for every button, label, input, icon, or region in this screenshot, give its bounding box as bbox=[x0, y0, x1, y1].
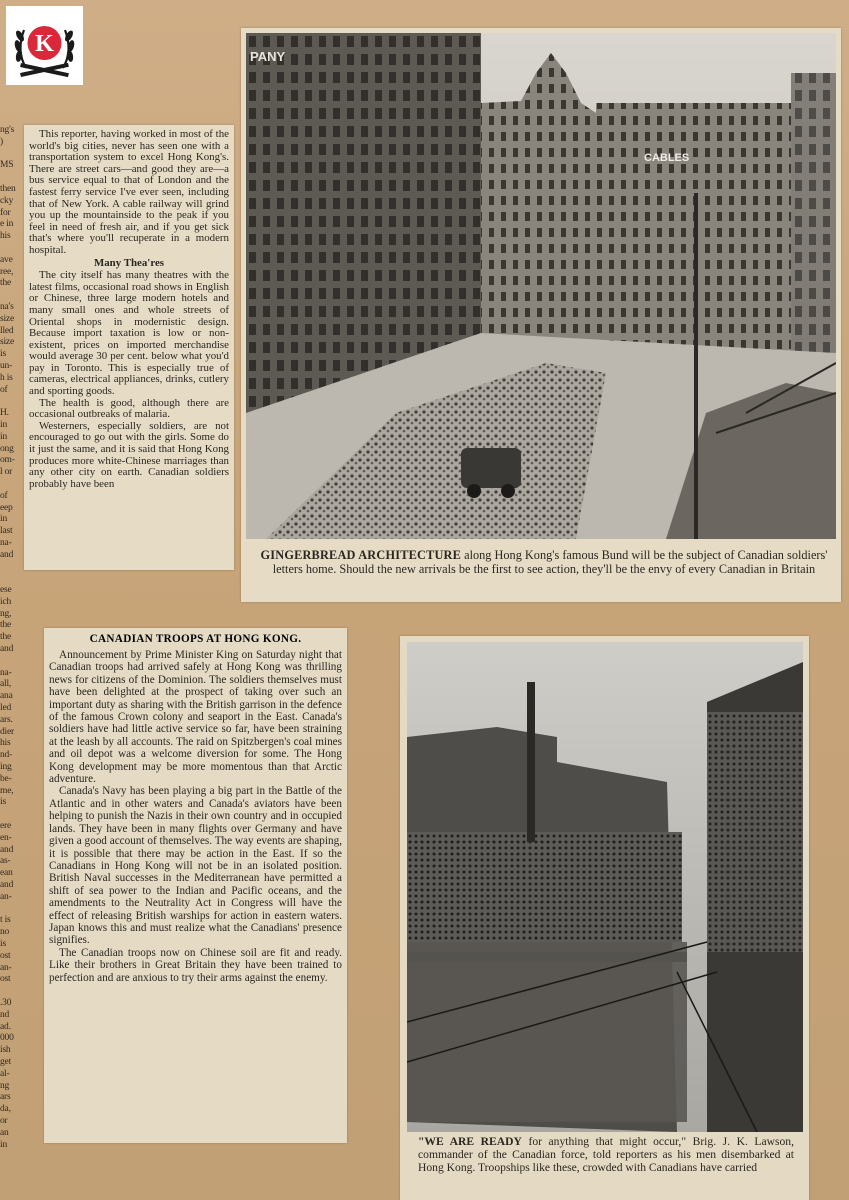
article-paragraph: Westerners, especially soldiers, are not encouraged to go out with the girls. Some do it just the same, and it is said that Hong Kong produces more white-Chinese marriages than any other city on earth. Canadian soldiers probably have been bbox=[29, 419, 229, 490]
photo-caption bbox=[249, 548, 839, 577]
article-paragraph: This reporter, having worked in most of the world's big cities, never has seen one with a transportation system to excel Hong Kong's. There are street cars—and good they are—a bus service equal to that of London and the fastest ferry service I've ever seen, including that of New York. A cable railway will grind you up the mountainside to the peak if you feel in need of fresh air, and if you get sick that's where you'll recuperate in a modern hospital. bbox=[29, 128, 229, 256]
editorial-paragraph: The Canadian troops now on Chinese soil are fit and ready. Like their brothers in Great Britain they have been trained to perfection and are anxious to try their arms against the enemy. bbox=[49, 946, 342, 984]
archive-logo bbox=[6, 6, 83, 85]
svg-text:PANY: PANY bbox=[250, 49, 286, 64]
editorial-paragraph: Canada's Navy has been playing a big part in the Battle of the Atlantic and in other waters and Canada's aviators have been helping to punish the Nazis in their own country and in occupied lands. They have been in many flights over Germany and have given a good account of themselves. The way events are shaping, it is possible that there may be action in the East. If so the Canadians in Hong Kong will not be in an isolated position. British Naval successes in the Mediterranean have permitted a shift of sea power to the Indian and Pacific oceans, and the amendments to the Neutrality Act in Congress will have the effect of releasing British warships for action in eastern waters. Japan knows this and must realize what the Canadians' presence signifies. bbox=[49, 785, 342, 947]
photo-caption bbox=[418, 1135, 794, 1175]
adjacent-column-fragment: ng's ) MS then cky for e in his ave ree, the na's size lled size is un- h is of H. in in ong om- l or of eep in last na- and ese ich ng, the the and na- all, ana led ars. dier his nd- ing be- me, is ere en- and as- ean and an- t is no is ost an- ost .30 nd ad. 000 ish get al- ng ars da, or an in bbox=[0, 125, 16, 1150]
editorial-body bbox=[49, 649, 342, 984]
editorial-title: CANADIAN TROOPS AT HONG KONG. bbox=[89, 633, 302, 645]
article-paragraph: The city itself has many theatres with the latest films, occasional road shows in English or Chinese, three large modern hotels and many small ones and whole streets of Oriental shops in modernistic design. Because import taxation is low or non-existent, prices on imported merchandise would average 30 per cent. below what you'd pay in Toronto. This is especially true of cameras, electrical appliances, drinks, cutlery and sporting goods. bbox=[29, 269, 229, 398]
photo-clipping-architecture bbox=[241, 28, 841, 602]
article-clipping-transport bbox=[24, 125, 234, 570]
street-photo bbox=[246, 33, 836, 539]
caption-lead: "WE ARE READY bbox=[418, 1135, 522, 1148]
editorial-paragraph: Announcement by Prime Minister King on Saturday night that Canadian troops had arrived safely at Hong Kong was thrilling news for citizens of the Dominion. The soldiers themselves must have been delighted at the prospect of taking over such an important duty as sharing with the British garrison in the defence of the famous Crown colony and seaport in the East. Canada's soldiers have had little active service so far, have been straining at the leash by all accounts. The raid on Spitzbergen's coal mines and oil depot was a welcome diversion for some. The Hong Kong development may be more momentous than that Arctic adventure. bbox=[49, 649, 342, 786]
article-body bbox=[29, 129, 229, 490]
caption-text: along Hong Kong's famous Bund will be the subject of Canadian soldiers' letters home. Should the new arrivals be the first to see action, they'll be the envy of every Canadian in Britain bbox=[272, 548, 828, 577]
bund-buildings-photo bbox=[246, 33, 836, 539]
caption-text: for anything that might occur," Brig. J. K. Lawson, commander of the Canadian force, told reporters as his men disembarked at Hong Kong. Troopships like these, crowded with Canadians have carried bbox=[418, 1135, 794, 1175]
editorial-clipping bbox=[44, 628, 347, 1143]
svg-text:CABLES: CABLES bbox=[644, 152, 690, 164]
troopships-photo bbox=[407, 642, 803, 1132]
article-paragraph: The health is good, although there are occasional outbreaks of malaria. bbox=[29, 396, 229, 421]
article-subheading: Many Thea'res bbox=[93, 256, 165, 269]
troopship-photo bbox=[407, 642, 803, 1132]
laurel-k-icon bbox=[6, 6, 83, 85]
svg-text:K: K bbox=[35, 31, 54, 57]
caption-lead: GINGERBREAD ARCHITECTURE bbox=[260, 548, 462, 562]
photo-clipping-troopships bbox=[400, 636, 809, 1200]
